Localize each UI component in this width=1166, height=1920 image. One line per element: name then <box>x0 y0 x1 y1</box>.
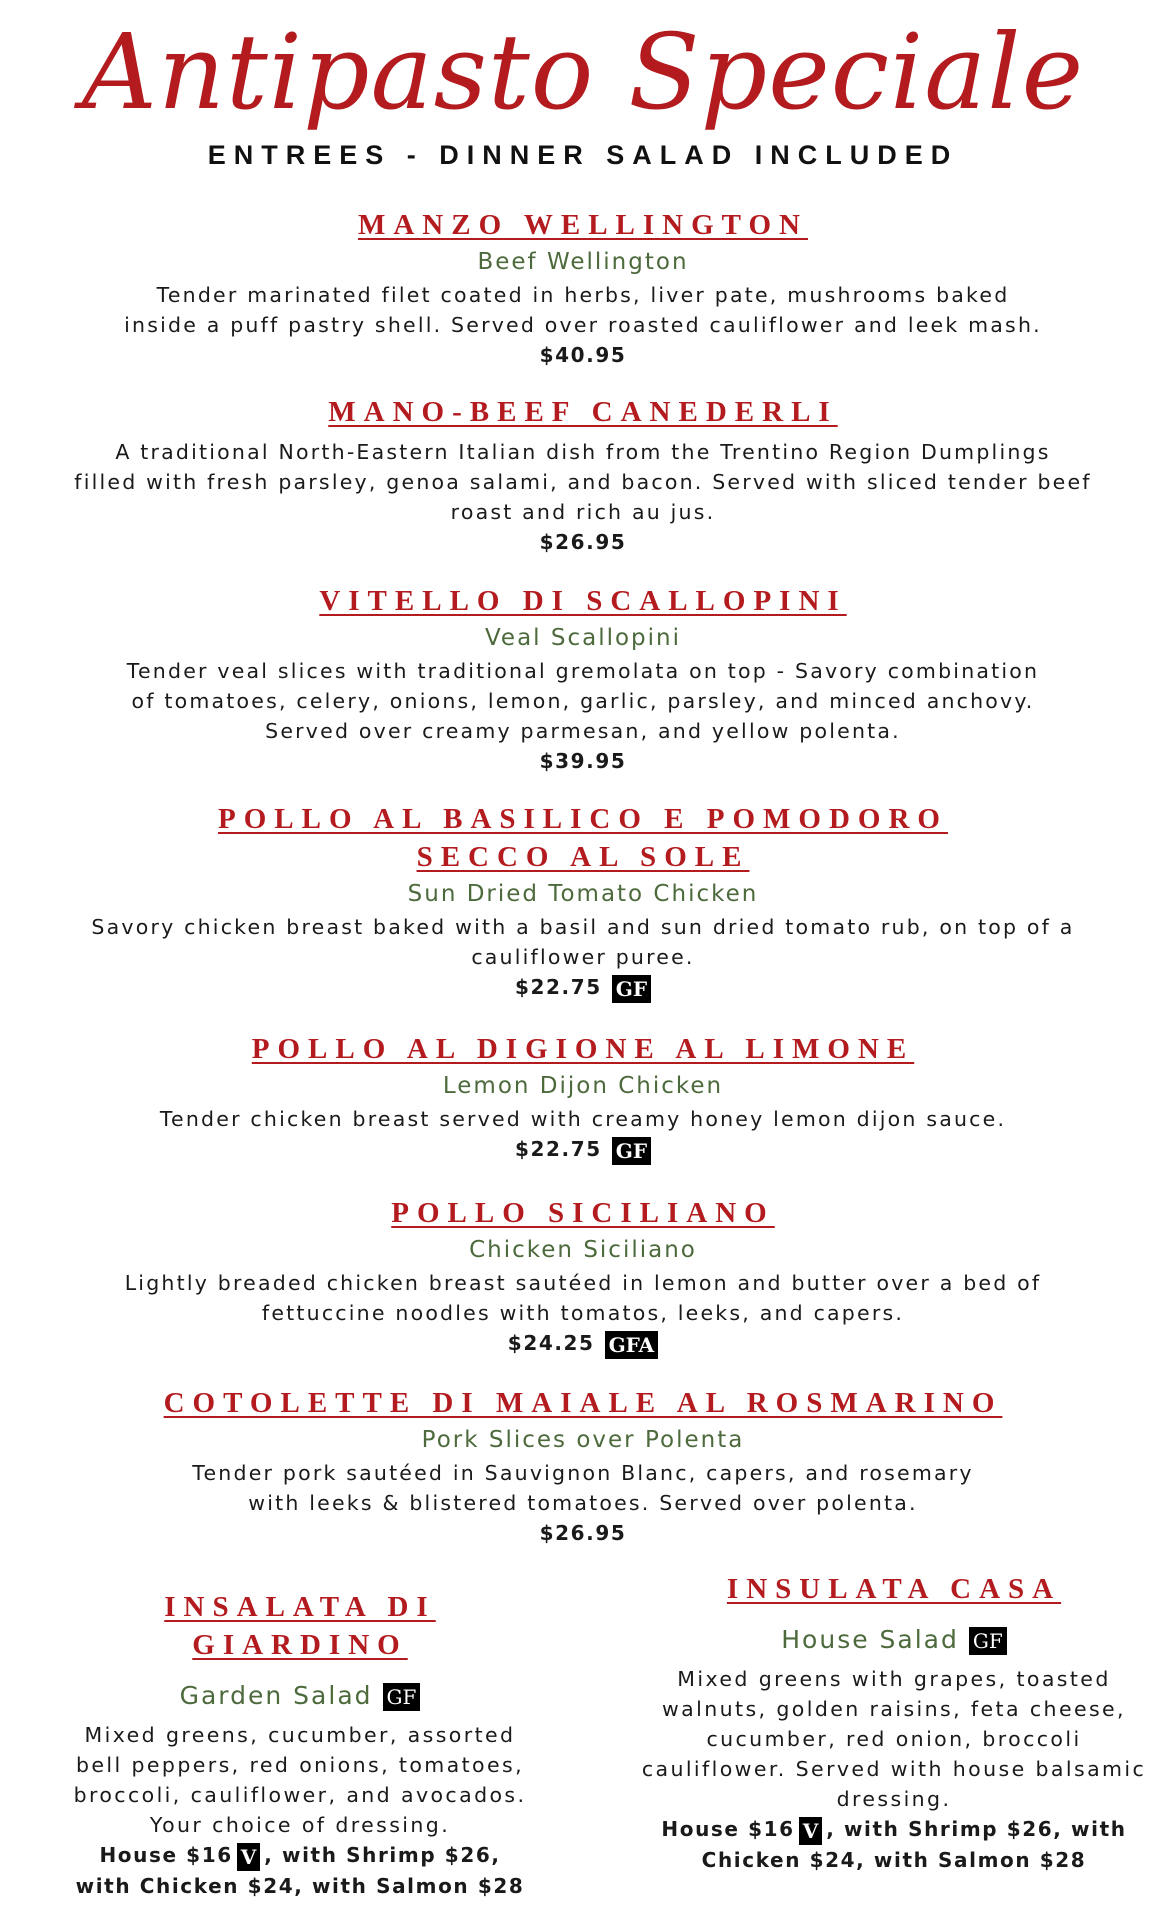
item-price: House $16 <box>661 1817 795 1841</box>
item-english-name: House Salad <box>781 1625 959 1654</box>
item-name: INSULATA CASA <box>726 1573 1062 1605</box>
gf-badge: GF <box>383 1683 421 1711</box>
item-english-row <box>60 1678 540 1714</box>
entree-item <box>60 582 1106 776</box>
item-price: $26.95 <box>539 530 627 554</box>
item-english-name: Lemon Dijon Chicken <box>442 1073 724 1099</box>
description-line: Tender pork sautéed in Sauvignon Blanc, capers, and rosemary <box>192 1461 974 1485</box>
description-line: of tomatoes, celery, onions, lemon, garlic, parsley, and minced anchovy. <box>131 689 1035 713</box>
description-line: filled with fresh parsley, genoa salami, and bacon. Served with sliced tender beef <box>74 470 1092 494</box>
item-description <box>60 1268 1106 1328</box>
gf-badge: GF <box>612 975 651 1003</box>
item-english-name: Garden Salad <box>179 1681 373 1710</box>
item-price-row <box>634 1814 1154 1845</box>
item-price: Chicken $24, with Salmon $28 <box>701 1847 1087 1872</box>
description-line: Tender chicken breast served with creamy honey lemon dijon sauce. <box>159 1107 1007 1131</box>
item-english-name: Sun Dried Tomato Chicken <box>407 881 759 907</box>
item-price: with Chicken $24, with Salmon $28 <box>75 1873 525 1898</box>
description-line: A traditional North-Eastern Italian dish from the Trentino Region Dumplings <box>115 440 1051 464</box>
item-description <box>60 912 1106 972</box>
item-english-name: Veal Scallopini <box>484 625 682 651</box>
entree-item <box>60 1384 1106 1548</box>
salad-item <box>634 1570 1154 1875</box>
description-line: cucumber, red onion, broccoli <box>706 1727 1082 1751</box>
description-line: Tender veal slices with traditional gremolata on top - Savory combination <box>126 659 1040 683</box>
item-description <box>60 437 1106 527</box>
description-line: dressing. <box>836 1787 952 1811</box>
item-price: , with Shrimp $26, <box>264 1843 501 1867</box>
item-price-row <box>60 1840 540 1871</box>
entree-item <box>60 1030 1106 1165</box>
item-price: $24.25 <box>507 1331 595 1355</box>
entree-item <box>60 800 1106 1003</box>
gf-badge: GF <box>969 1627 1007 1655</box>
v-badge: V <box>799 1817 823 1845</box>
salad-item <box>60 1588 540 1901</box>
item-description <box>60 656 1106 746</box>
item-description <box>60 1104 1106 1134</box>
description-line: fettuccine noodles with tomatos, leeks, and capers. <box>261 1301 905 1325</box>
item-price: $22.75 <box>514 975 602 999</box>
item-name: COTOLETTE DI MAIALE AL ROSMARINO <box>163 1387 1003 1419</box>
description-line: Savory chicken breast baked with a basil and sun dried tomato rub, on top of a <box>91 915 1075 939</box>
item-description <box>634 1664 1154 1814</box>
item-name-line: SECCO AL SOLE <box>416 841 750 873</box>
description-line: Lightly breaded chicken breast sautéed in lemon and butter over a bed of <box>124 1271 1042 1295</box>
item-name-line: POLLO AL BASILICO E POMODORO <box>218 803 948 835</box>
item-english-row <box>634 1622 1154 1658</box>
item-price: $39.95 <box>539 749 627 773</box>
description-line: with leeks & blistered tomatoes. Served over polenta. <box>248 1491 918 1515</box>
item-english-name: Pork Slices over Polenta <box>421 1427 745 1453</box>
item-description <box>60 1458 1106 1518</box>
item-price-row <box>60 1328 1106 1359</box>
description-line: walnuts, golden raisins, feta cheese, <box>662 1697 1126 1721</box>
item-price-row <box>60 972 1106 1003</box>
item-description <box>60 280 1106 340</box>
description-line: roast and rich au jus. <box>450 500 716 524</box>
item-name: POLLO AL DIGIONE AL LIMONE <box>251 1033 915 1065</box>
item-price-row <box>60 1134 1106 1165</box>
item-price: $26.95 <box>539 1521 627 1545</box>
v-badge: V <box>237 1843 261 1871</box>
item-price: , with Shrimp $26, with <box>826 1817 1127 1841</box>
gfa-badge: GFA <box>605 1331 659 1359</box>
description-line: Mixed greens with grapes, toasted <box>677 1667 1111 1691</box>
menu-title: Antipasto Speciale <box>81 11 1085 133</box>
item-name: POLLO SICILIANO <box>391 1197 775 1229</box>
description-line: inside a puff pastry shell. Served over roasted cauliflower and leek mash. <box>124 313 1042 337</box>
item-english-name: Beef Wellington <box>477 249 689 275</box>
item-english-name: Chicken Siciliano <box>469 1237 697 1263</box>
item-name: MANZO WELLINGTON <box>357 209 809 241</box>
description-line: Served over creamy parmesan, and yellow polenta. <box>265 719 901 743</box>
item-price: $22.75 <box>514 1137 602 1161</box>
item-name <box>60 800 1106 876</box>
description-line: broccoli, cauliflower, and avocados. <box>73 1783 527 1807</box>
description-line: Mixed greens, cucumber, assorted <box>84 1723 516 1747</box>
item-name: INSALATA DI GIARDINO <box>164 1591 436 1661</box>
item-name: VITELLO DI SCALLOPINI <box>319 585 847 617</box>
item-name: MANO-BEEF CANEDERLI <box>328 396 838 428</box>
description-line: bell peppers, red onions, tomatoes, <box>75 1753 525 1777</box>
gf-badge: GF <box>612 1137 651 1165</box>
entree-item <box>60 206 1106 370</box>
entree-item <box>60 1194 1106 1359</box>
description-line: Tender marinated filet coated in herbs, liver pate, mushrooms baked <box>156 283 1010 307</box>
description-line: cauliflower. Served with house balsamic <box>641 1757 1147 1781</box>
item-price: House $16 <box>99 1843 233 1867</box>
item-description <box>60 1720 540 1840</box>
menu-subtitle: ENTREES - DINNER SALAD INCLUDED <box>207 140 959 170</box>
item-price: $40.95 <box>539 343 627 367</box>
entree-item <box>60 393 1106 557</box>
description-line: Your choice of dressing. <box>149 1813 451 1837</box>
description-line: cauliflower puree. <box>471 945 695 969</box>
